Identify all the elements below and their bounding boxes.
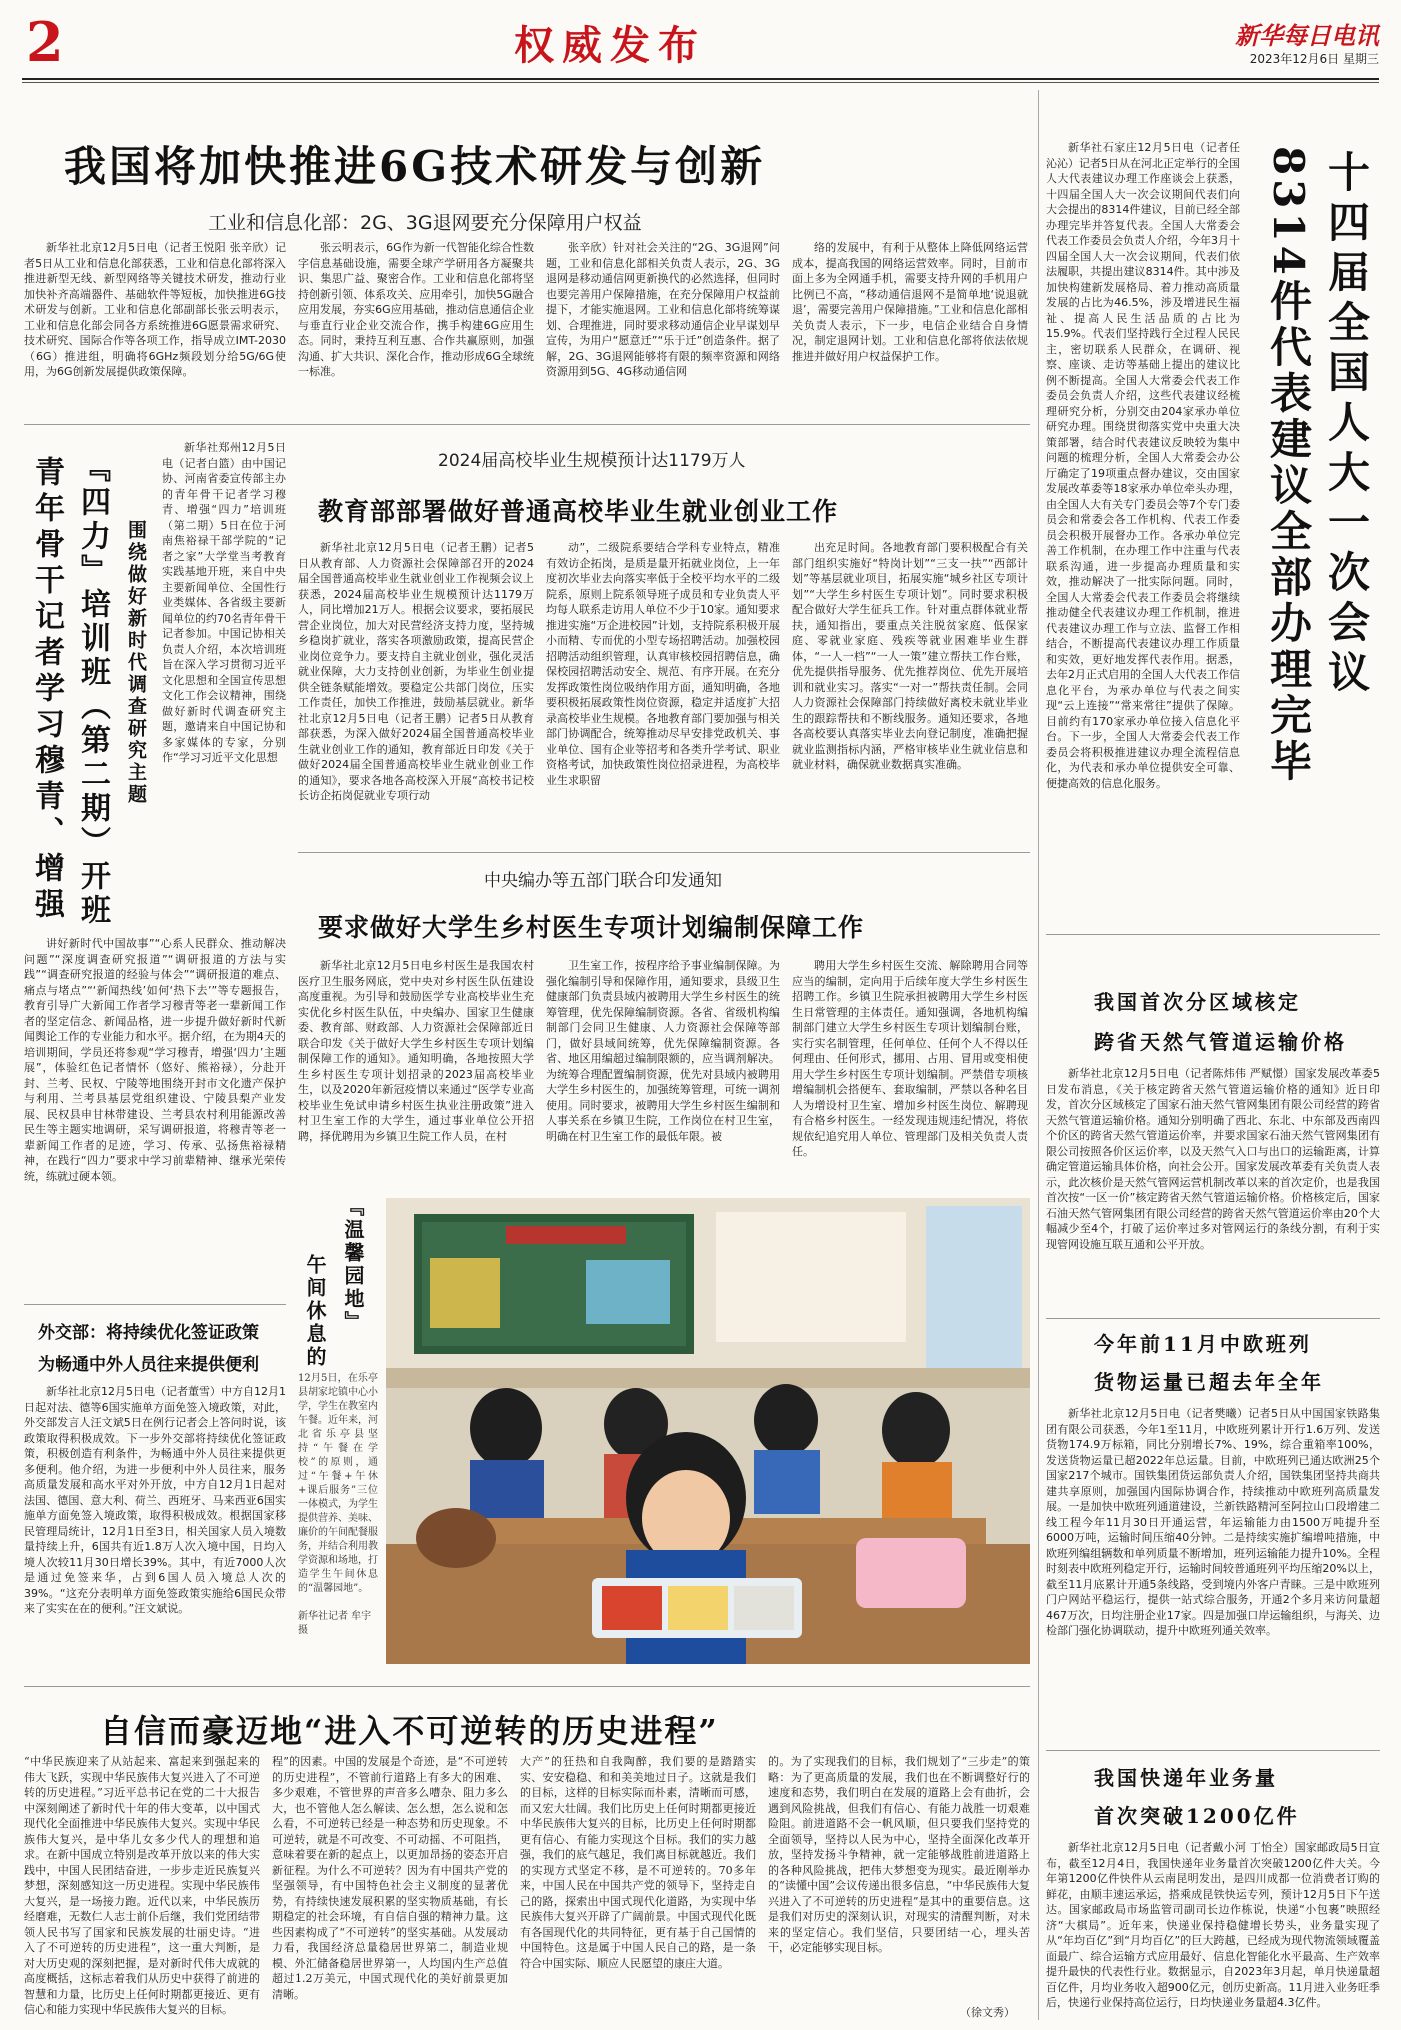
column-divider (1038, 90, 1039, 2020)
issue-date: 2023年12月6日 星期三 (1249, 52, 1379, 66)
headline-npc-line1: 十四届全国人大一次会议 (1322, 150, 1371, 700)
article-visa-body: 新华社北京12月5日电（记者董雪）中方自12月1日起对法、德等6国实施单方面免签入境政策，对此，外交部发言人汪文斌5日在例行记者会上答问时说，该政策取得积极成效。下一步外交部将持续优化签证政策，积极创造有利条件，为畅通中外人员往来提供更多便利。他介绍，为进一步便利中外人员往来，服务高质量发展和高水平对外开放，中方自12月1日起对法国、德国、意大利、荷兰、西班牙、马来西亚6国实施单方面免签入境政策，取得积极成效。根据国家移民管理局统计，12月1日至3日，相关国家人员入境数量持续上升，6国共有近1.8万人次入境中国，日均入境人次较11月30日增长39%。其中，有近7000人次是通过免签来华，占到6国人员入境总人次的39%。“这充分表明单方面免签政策实施给6国民众带来了实实在在的便利。”汪文斌说。 (24, 1385, 286, 1615)
article-6g-col1: 新华社北京12月5日电（记者王悦阳 张辛欣）记者5日从工业和信息化部获悉，工业和信息化部将深入推进新型无线、新型网络等关键技术研发，推动行业加快补齐高端器件、基础软件等短板，加快推进6G技术研发与创新。工业和信息化部副部长张云明表示，工业和信息化部会同各方系统推进6G愿景需求研究、技术研究、国际合作等各项工作，指导成立IMT-2030（6G）推进组，明确将6GHz频段划分给5G/6G使用，为6G创新发展提供政策保障。 (24, 241, 286, 378)
subheadline-6g: 工业和信息化部：2G、3G退网要充分保障用户权益 (208, 212, 642, 234)
article-express-body: 新华社北京12月5日电（记者戴小河 丁怡全）国家邮政局5日宣布，截至12月4日，我国快递年业务量首次突破1200亿件大关。今年第1200亿件快件从云南昆明发出，是四川成都一位消费者订购的鲜花，由顺丰速运承运，搭乘成昆铁快运专列，预计12月5日下午送达。国家邮政局市场监管司副司长边作栋说，快递“小包裹”映照经济“大棋局”。近年来，快递业保持稳健增长势头，业务量实现了从“年均百亿”到“月均百亿”的巨大跨越，已经成为现代物流领域覆盖面最广、综合运输方式应用最好、信息化智能化水平最高、生产效率提升最快的代表性行业。数据显示，自2023年3月起，单月快递量超百亿件，月均业务收入超900亿元，创历史新高。11月进入业务旺季后，快递行业保持高位运行，日均快递业务量超4.3亿件。 (1046, 1841, 1380, 2009)
headline-editorial: 自信而豪迈地“进入不可逆转的历史进程” (100, 1712, 719, 1750)
photo-caption: 12月5日，在乐亭县胡家坨镇中心小学，学生在教室内午餐。近年来，河北省乐亭县坚持“午餐在学校”的原则，通过“午餐+午休+课后服务”三位一体模式，为学生提供营养、美味、廉价的午间配餐服务，并结合利用教学资源和场地，打造学生午间休息的“温馨园地”。 (298, 1373, 378, 1594)
article-doctors-col1: 新华社北京12月5日电乡村医生是我国农村医疗卫生服务网底，党中央对乡村医生队伍建设高度重视。为引导和鼓励医学专业高校毕业生充实优化乡村医生队伍，中央编办、国家卫生健康委、教育部、财政部、人力资源社会保障部近日联合印发《关于做好大学生乡村医生专项计划编制保障工作的通知》。通知明确，各地按照大学生乡村医生专项计划招录的2023届高校毕业生，以及2020年新冠疫情以来通过“医学专业高校毕业生免试申请乡村医生执业注册政策”进入村卫生室工作的大学生，通过事业单位公开招聘，择优聘用为乡镇卫生院工作人员，在村 (298, 959, 534, 1143)
editorial-col3: 大产”的狂热和自我陶醉，我们要的是踏踏实实、安安稳稳、和和美美地过日子。这就是我们的目标，这样的目标实际而朴素，清晰而可感，而又宏大壮阔。我们比历史上任何时期都更接近中华民族伟大复兴的目标，比历史上任何时期都更有信心、有能力实现这个目标。我们的实力越强，我们的底气越足，我们离目标就越近。我们的实现方式坚定不移，是不可逆转的。70多年来，中国人民在中国共产党的领导下，坚持走自己的路，探索出中国式现代化道路，为实现中华民族伟大复兴开辟了广阔前景。中国式现代化既有各国现代化的共同特征，更有基于自己国情的中国特色。这是属于中国人民自己的路，是一条符合中国实际、顺应人民愿望的康庄大道。 (520, 1755, 756, 1970)
photo-title-line2: 午间休息的 (303, 1254, 327, 1369)
article-npc-body: 新华社石家庄12月5日电（记者任沁沁）记者5日从在河北正定举行的全国人大代表建议办理工作座谈会上获悉，十四届全国人大一次会议期间代表们向大会提出的8314件建议，目前已经全部办理完毕并答复代表。全国人大常委会代表工作委员会负责人介绍，今年3月十四届全国人大一次会议期间，代表们依法履职，共提出建议8314件。其中涉及加快构建新发展格局、着力推动高质量发展的占比为46.5%，涉及增进民生福祉、提高人民生活品质的占比为15.9%。代表们坚持践行全过程人民民主，密切联系人民群众，在调研、视察、座谈、走访等基础上提出的建议比例不断提高。全国人大常委会代表工作委员会负责人介绍，这些代表建议经梳理研究分析，分别交由204家承办单位研究办理。围绕贯彻落实党中央重大决策部署，结合时代表建议反映较为集中问题的梳理分析，全国人大常委会办公厅确定了19项重点督办建议，交由国家发展改革委等18家承办单位牵头办理，由全国人大有关专门委员会等7个专门委员会和常委会各工作机构、代表工作委员会积极开展督办工作。各承办单位完善工作机制，在办理工作中注重与代表联系沟通，进一步提高办理质量和实效，推动解决了一批实际问题。同时，全国人大常委会代表工作委员会将继续推动健全代表建议办理工作机制，推进代表建议办理工作与立法、监督工作相结合，不断提高代表建议办理工作质量和实效，更好地发挥代表作用。据悉，去年2月正式启用的全国人大代表工作信息化平台，为承办单位与代表之间实现“云上连接”“常来常往”提供了保障。目前约有170家承办单位接入信息化平台。下一步，全国人大常委会代表工作委员会将积极推进建议办理全流程信息化，为代表和承办单位提供安全可靠、便捷高效的信息化服务。 (1046, 141, 1240, 790)
headline-doctors: 要求做好大学生乡村医生专项计划编制保障工作 (318, 913, 865, 942)
editorial-col2: 程”的因素。中国的发展是个奇迹，是“不可逆转的历史进程”，不管前行道路上有多大的困难、多少艰难，不管世界的声音多么嘈杂、阻力多么大，也不管他人怎么解读、怎么想，怎么说和怎么看，不可逆转已经是一种态势和历史现象。不可逆转，就是不可改变、不可动摇、不可阻挡，意味着要在新的起点上，以更加昂扬的姿态开启新征程。为什么不可逆转？因为有中国共产党的坚强领导，有中国特色社会主义制度的显著优势，有持续快速发展积累的坚实物质基础，有长期稳定的社会环境，有自信自强的精神力量。这些因素构成了“不可逆转”的坚实基础。从发展动力看，我国经济总量稳居世界第二，制造业规模、外汇储备稳居世界第一，人均国内生产总值超过1.2万美元，中国式现代化的美好前景更加清晰。 (272, 1755, 508, 2001)
separator (1046, 1318, 1380, 1319)
separator (24, 1686, 1030, 1687)
headline-6g: 我国将加快推进6G技术研发与创新 (64, 142, 766, 191)
article-rail-body: 新华社北京12月5日电（记者樊曦）记者5日从中国国家铁路集团有限公司获悉，今年1至11月，中欧班列累计开行1.6万列、发送货物174.9万标箱，同比分别增长7%、19%，综合重箱率100%，发送货物运量已超2022年总运量。目前，中欧班列已通达欧洲25个国家217个城市。国铁集团货运部负责人介绍，国铁集团坚持共商共建共享原则，加强国内国际协调合作，持续推动中欧班列高质量发展。一是加快中欧班列通道建设，兰新铁路精河至阿拉山口段增建二线工程今年11月30日开通运营，年运输能力由1500万吨提升至6000万吨，运输时间压缩40分钟。二是持续实施扩编增吨措施，中欧班列编组辆数和单列质量不断增加，班列运输能力提升10%。全程时刻表中欧班列稳定开行，运输时间较普通班列平均压缩20%以上，截至11月底累计开通5条线路，受到境内外客户青睐。三是中欧班列门户网站平稳运行，提供一站式综合服务，开通2个多月来访问量超467万次，日均注册企业17家。四是加强口岸运输组织，与海关、边检部门强化协调联动，提升中欧班列通关效率。 (1046, 1407, 1380, 1637)
masthead-rule-thin (22, 82, 1379, 83)
separator (24, 424, 1030, 425)
headline-express-line1: 我国快递年业务量 (1094, 1766, 1278, 1790)
classroom-photo-illustration (386, 1198, 1030, 1664)
article-doctors-col2: 卫生室工作，按程序给予事业编制保障。为强化编制引导和保障作用，通知要求，县级卫生健康部门负责县域内被聘用大学生乡村医生的统筹管理，优先保障编制资源。各省、省级机构编制部门会同卫生健康、人力资源社会保障等部门，做好县域间统筹，优先保障编制资源。各省、地区用编超过编制限额的，应当调剂解决。为统筹合理配置编制资源，优先对县域内被聘用大学生乡村医生的，加强统筹管理，可统一调剂使用。同时要求，被聘用大学生乡村医生编制和人事关系在乡镇卫生院，工作岗位在村卫生室，明确在村卫生室工作的最低年限。被 (546, 959, 780, 1143)
editorial-col4: 的。为了实现我们的目标，我们规划了“三步走”的策略：为了更高质量的发展，我们也在不断调整好行的速度和态势，我们明白在发展的道路上会有曲折，会遇到风险挑战，但我们有信心、有能力战胜一切艰难险阻。前进道路不会一帆风顺，但只要我们坚持党的全面领导，坚持以人民为中心，坚持全面深化改革开放，坚持发扬斗争精神，就一定能够战胜前进道路上的各种风险挑战，把伟大梦想变为现实。最近刚举办的“读懂中国”会议传递出很多信息，“中华民族伟大复兴进入了不可逆转的历史进程”是其中的重要信息。这是我们对历史的深刻认识，对现实的清醒判断，对未来的坚定信心。我们坚信，只要团结一心，埋头苦干，必定能够实现目标。 (768, 1755, 1030, 1954)
news-photo (386, 1198, 1030, 1664)
article-sili-col2: 讲好新时代中国故事”“心系人民群众、推动解决问题”“深度调查研究报道”“调研报道的方法与实践”“调查研究报道的经验与体会”“调研报道的难点、痛点与堵点”“‘新闻热线’如何‘热下去’”等专题报告，教育引导广大新闻工作者学习穆青等老一辈新闻工作者的坚定信念、新闻品格，进一步提升做好新时代新闻舆论工作的专业能力和水平。据介绍，在为期4天的培训期间，学员还将参观“学习穆青，增强‘四力’主题展”，体验红色记者情怀（悠好、熊裕禄），分赴开封、兰考、民权、宁陵等地围绕开封市文化遗产保护与利用、兰考县基层党组织建设、宁陵县梨产业发展、民权县申甘林带建设、兰考县农村利用能源改善民生等主题实地调研，采写调研报道，将穆青等老一辈新闻工作者的足迹，学习、传承、弘扬焦裕禄精神，在践行“四力”要求中学习前辈精神、继承光荣传统，练就过硬本领。 (24, 937, 286, 1183)
photo-credit: 新华社记者 牟宇摄 (298, 1611, 372, 1636)
article-6g-col2: 张云明表示，6G作为新一代智能化综合性数字信息基础设施，需要全球产学研用各方凝聚共识、集思广益、聚密合作。工业和信息化部将坚持创新引领、体系攻关、应用牵引，加快5G融合应用发展，夯实6G应用基础，推动信息通信企业与垂直行业企业交流合作，携手构建6G应用生态。同时，秉持互利互惠、合作共赢原则，加强沟通、扩大共识、深化合作，推动形成6G全球统一标准。 (298, 241, 534, 378)
photo-title-line1: 『温馨园地』 (341, 1196, 365, 1334)
headline-sili-line3: 青年骨干记者学习穆青、增强 (29, 456, 64, 924)
separator (298, 852, 1030, 853)
section-title: 权威发布 (514, 22, 706, 69)
headline-npc-line2: 8314件代表建议全部办理完毕 (1264, 146, 1313, 785)
page-number: 2 (26, 10, 64, 74)
headline-rail-line1: 今年前11月中欧班列 (1094, 1332, 1312, 1356)
kicker-employment: 2024届高校毕业生规模预计达1179万人 (438, 451, 746, 471)
article-6g-col3: 张辛欣）针对社会关注的“2G、3G退网”问题，工业和信息化部相关负责人表示，2G、3G退网是移动通信网更新换代的必然选择，但同时也要完善用户保障措施，在充分保障用户权益前提下，才能实施退网。工业和信息化部将统筹谋划、合理推进，同时要求移动通信企业早谋划早宣传，为用户“愿意迁”“乐于迁”创造条件。据了解，2G、3G退网能够将有限的频率资源和网络资源用到5G、4G移动通信网 (546, 241, 780, 378)
article-6g-col4: 络的发展中，有利于从整体上降低网络运营成本，提高我国的网络运营效率。同时，目前市面上多为全网通手机，需要支持升网的手机用户比例已不高，“移动通信退网不是简单地‘说退就退’，需要完善用户保障措施。”工业和信息化部相关负责人表示，下一步，电信企业结合自身情况，制定退网计划。工业和信息化部将依法依规推进并做好用户权益保护工作。 (792, 241, 1028, 363)
separator (24, 1304, 286, 1305)
headline-visa-line2: 为畅通中外人员往来提供便利 (38, 1355, 259, 1375)
headline-employment: 教育部部署做好普通高校毕业生就业创业工作 (318, 497, 839, 526)
headline-visa-line1: 外交部：将持续优化签证政策 (38, 1323, 259, 1343)
article-doctors-col3: 聘用大学生乡村医生交流、解除聘用合同等应当的编制，定向用于后续年度大学生乡村医生招聘工作。乡镇卫生院承担被聘用大学生乡村医生日常管理的主体责任。通知强调，各地机构编制部门建立大学生乡村医生专项计划编制台账，实行实名制管理，任何单位、任何个人不得以任何理由、任何形式，挪用、占用、冒用或变相使用大学生乡村医生专项计划编制。严禁借专项核增编制机会搭便车、套取编制，严禁以各种名目人为增设村卫生室、增加乡村医生岗位、解聘现有合格乡村医生。一经发现违规违纪情况，将依规依纪追究用人单位、管理部门及相关负责人责任。 (792, 959, 1028, 1158)
article-employment-col3: 出充足时间。各地教育部门要积极配合有关部门组织实施好“特岗计划”“三支一扶”“西部计划”等基层就业项目，拓展实施“城乡社区专项计划”“大学生乡村医生专项计划”。同时要求积极配合做好大学生征兵工作。针对重点群体就业帮扶，通知指出，要重点关注脱贫家庭、低保家庭、零就业家庭、残疾等就业困难毕业生群体，“一人一档”“一人一策”建立帮扶工作台账，优先提供指导服务、优先推荐岗位、优先开展培训和就业实习。落实“一对一”帮扶责任制。会同人力资源社会保障部门持续做好离校未就业毕业生的跟踪帮扶和不断线服务。通知还要求，各地各高校要认真落实毕业去向登记制度，准确把握就业监测指标内涵，严格审核毕业生就业信息和就业材料，确保就业数据真实准确。 (792, 541, 1028, 771)
headline-rail-line2: 货物运量已超去年全年 (1094, 1370, 1324, 1394)
masthead-rule (22, 78, 1379, 80)
headline-sili-line1: 围绕做好新时代调查研究主题 (125, 520, 147, 806)
article-gas-body: 新华社北京12月5日电（记者陈炜伟 严赋憬）国家发展改革委5日发布消息，《关于核定跨省天然气管道运输价格的通知》近日印发，首次分区域核定了国家石油天然气管网集团有限公司经营的跨省天然气管道运输价格。通知分别明确了西北、东北、中东部及西南四个价区的跨省天然气管道运价率，并要求国家石油天然气管网集团有限公司按照各价区运价率，以及天然气入口与出口的运输距离，计算确定管道运输具体价格，向社会公开。国家发展改革委有关负责人表示，此次核价是天然气管网运营机制改革以来的首次定价，也是我国首次按“一区一价”核定跨省天然气管道运输价格。价格核定后，国家石油天然气管网集团有限公司经营的跨省天然气管道运价率由20个大幅减少至4个，打破了运价率过多对管网运行的条线分割，有利于实现管网设施互联互通和公平开放。 (1046, 1067, 1380, 1251)
separator (1046, 934, 1380, 935)
headline-express-line2: 首次突破1200亿件 (1094, 1804, 1300, 1828)
headline-gas-line2: 跨省天然气管道运输价格 (1094, 1030, 1347, 1054)
separator (1046, 1750, 1380, 1751)
kicker-doctors: 中央编办等五部门联合印发通知 (484, 871, 722, 891)
newspaper-brand: 新华每日电讯 (1235, 21, 1379, 50)
headline-gas-line1: 我国首次分区域核定 (1094, 990, 1301, 1014)
article-employment-col1: 新华社北京12月5日电（记者王鹏）记者5日从教育部、人力资源社会保障部召开的2024届全国普通高校毕业生就业创业工作视频会议上获悉，2024届高校毕业生规模预计达1179万人，同比增加21万人。根据会议要求，要拓展民营企业岗位，加大对民营经济支持力度，坚持城乡稳岗扩就业，落实各项激励政策，提高民营企业岗位竞争力。要支持自主就业创业，强化灵活就业保障，大力支持创业创新，为毕业生创业提供全链条赋能增效。要稳定公共部门岗位，压实工作责任，加快工作推进，鼓励基层就业。新华社北京12月5日电（记者王鹏）记者5日从教育部获悉，为深入做好2024届全国普通高校毕业生就业创业工作的通知，教育部近日印发《关于做好2024届全国普通高校毕业生就业创业工作的通知》，要求各地各高校深入开展“高校书记校长访企拓岗促就业专项行动 (298, 541, 534, 802)
editorial-byline: （徐文秀） (960, 2006, 1015, 2019)
headline-sili-line2: 『四力』培训班（第二期）开班 (75, 452, 110, 928)
article-sili-col1: 新华社郑州12月5日电（记者白篮）由中国记协、河南省委宣传部主办的青年骨干记者学习穆青、增强“四力”培训班（第二期）5日在位于河南焦裕禄干部学院的“记者之家”大学堂当考教育实践基地开班，来自中央主要新闻单位、全国性行业类媒体、各省级主要新闻单位的约70名青年骨干记者参加。中国记协相关负责人介绍，本次培训班旨在深入学习贯彻习近平文化思想和全国宣传思想文化工作会议精神，围绕做好新时代调查研究主题，邀请来自中国记协和多家媒体的专家，分别作“学习习近平文化思想 (162, 441, 286, 764)
article-employment-col2: 动”，二级院系要结合学科专业特点，精准有效访企拓岗，是质是量开拓就业岗位，上一年度初次毕业去向落实率低于全校平均水平的二级院系，原则上院系领导班子成员和专业负责人平均每人联系走访用人单位不少于10家。通知要求推进实施“万企进校园”计划，支持院系积极开展小而精、专而优的小型专场招聘活动。加强校园招聘活动组织管理，认真审核校园招聘信息，确保校园招聘活动安全、规范、有序开展。在充分发挥政策性岗位吸纳作用方面，通知明确，各地要积极拓展政策性岗位资源，稳定并适度扩大招录高校毕业生规模。各地教育部门要加强与相关部门协调配合，统筹推动尽早安排党政机关、事业单位、国有企业等招考和各类升学考试、职业资格考试，加快政策性岗位招录进程，为高校毕业生求职留 (546, 541, 780, 787)
editorial-col1: “中华民族迎来了从站起来、富起来到强起来的伟大飞跃，实现中华民族伟大复兴进入了不可逆转的历史进程。”习近平总书记在党的二十大报告中深刻阐述了新时代十年的伟大变革，以中国式现代化全面推进中华民族伟大复兴。实现中华民族伟大复兴，是中华儿女多少代人的理想和追求。在新中国成立特别是改革开放以来的伟大实践中，中国人民团结奋进，一步步走近民族复兴梦想，深刻感知这一历史进程。实现中华民族伟大复兴，是一场接力跑。近代以来，中华民族历经磨难，无数仁人志士前仆后继，我们党团结带领人民书写了国家和民族发展的壮丽史诗。“进入了不可逆转的历史进程”，这一重大判断，是对大历史观的深刻把握，是对新时代伟大成就的高度概括，这标志着我们从历史中获得了前进的智慧和力量，比历史上任何时期都更接近、更有信心和能力实现中华民族伟大复兴的目标。 (24, 1755, 260, 2016)
